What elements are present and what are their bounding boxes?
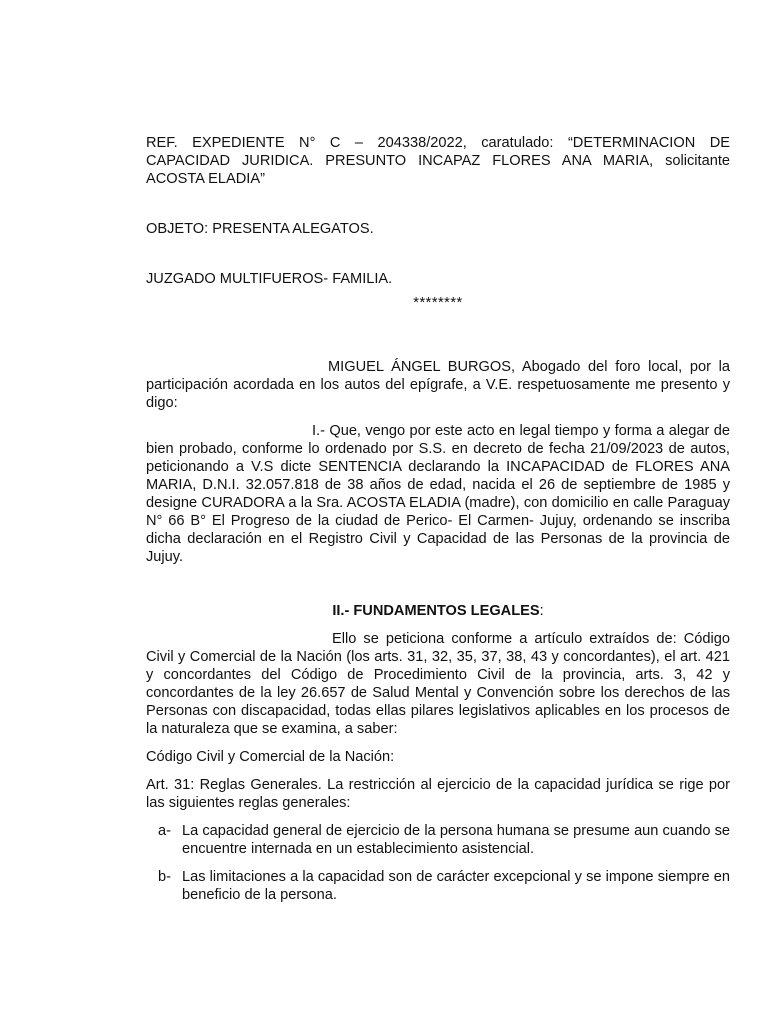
object-line: OBJETO: PRESENTA ALEGATOS. (146, 221, 374, 237)
list-item-text: Las limitaciones a la capacidad son de carácter excepcional y se impone siempre en beneficio de la persona. (182, 869, 730, 903)
list-item (146, 868, 730, 904)
separator-stars: ******** (413, 295, 463, 311)
section-two-heading (146, 602, 730, 620)
reference-paragraph: REF. EXPEDIENTE N° C – 204338/2022, caratulado: “DETERMINACION DE CAPACIDAD JURIDICA. PRESUNTO INCAPAZ FLORES ANA MARIA, solicitante ACOSTA ELADIA” (146, 135, 730, 187)
list-item (146, 822, 730, 858)
list-item-marker: a- (158, 823, 171, 839)
codigo-line: Código Civil y Comercial de la Nación: (146, 749, 395, 765)
intro-paragraph: MIGUEL ÁNGEL BURGOS, Abogado del foro local, por la participación acordada en los autos del epígrafe, a V.E. respetuosamente me presento y digo: (146, 359, 730, 411)
list-item-marker: b- (158, 869, 171, 885)
document-page (146, 134, 730, 914)
article-31-paragraph: Art. 31: Reglas Generales. La restricción al ejercicio de la capacidad jurídica se rige por las siguientes reglas generales: (146, 777, 730, 811)
list-item-text: La capacidad general de ejercicio de la persona humana se presume aun cuando se encuentre internada en un establecimiento asistencial. (182, 823, 730, 857)
rules-list (146, 822, 730, 904)
section-one-paragraph: I.- Que, vengo por este acto en legal tiempo y forma a alegar de bien probado, conforme lo ordenado por S.S. en decreto de fecha 21/09/2023 de autos, peticionando a V.S dicte SENTENCIA declarando la INCAPACIDAD de FLORES ANA MARIA, D.N.I. 32.057.818 de 38 años de edad, nacida el 26 de septiembre de 1985 y designe CURADORA a la Sra. ACOSTA ELADIA (madre), con domicilio en calle Paraguay N° 66 B° El Progreso de la ciudad de Perico- El Carmen- Jujuy, ordenando se inscriba dicha declaración en el Registro Civil y Capacidad de las Personas de la provincia de Jujuy. (146, 423, 730, 565)
fundamentos-paragraph: Ello se peticiona conforme a artículo extraídos de: Código Civil y Comercial de la Nación (los arts. 31, 32, 35, 37, 38, 43 y concordantes), el art. 421 y concordantes del Código de Procedimiento Civil de la provincia, arts. 3, 42 y concordantes de la ley 26.657 de Salud Mental y Convención sobre los derechos de las Personas con discapacidad, todas ellas pilares legislativos aplicables en los procesos de la naturaleza que se examina, a saber: (146, 631, 730, 737)
court-line: JUZGADO MULTIFUEROS- FAMILIA. (146, 271, 393, 287)
section-two-heading-colon: : (539, 603, 544, 619)
section-two-heading-text: II.- FUNDAMENTOS LEGALES (332, 603, 540, 619)
